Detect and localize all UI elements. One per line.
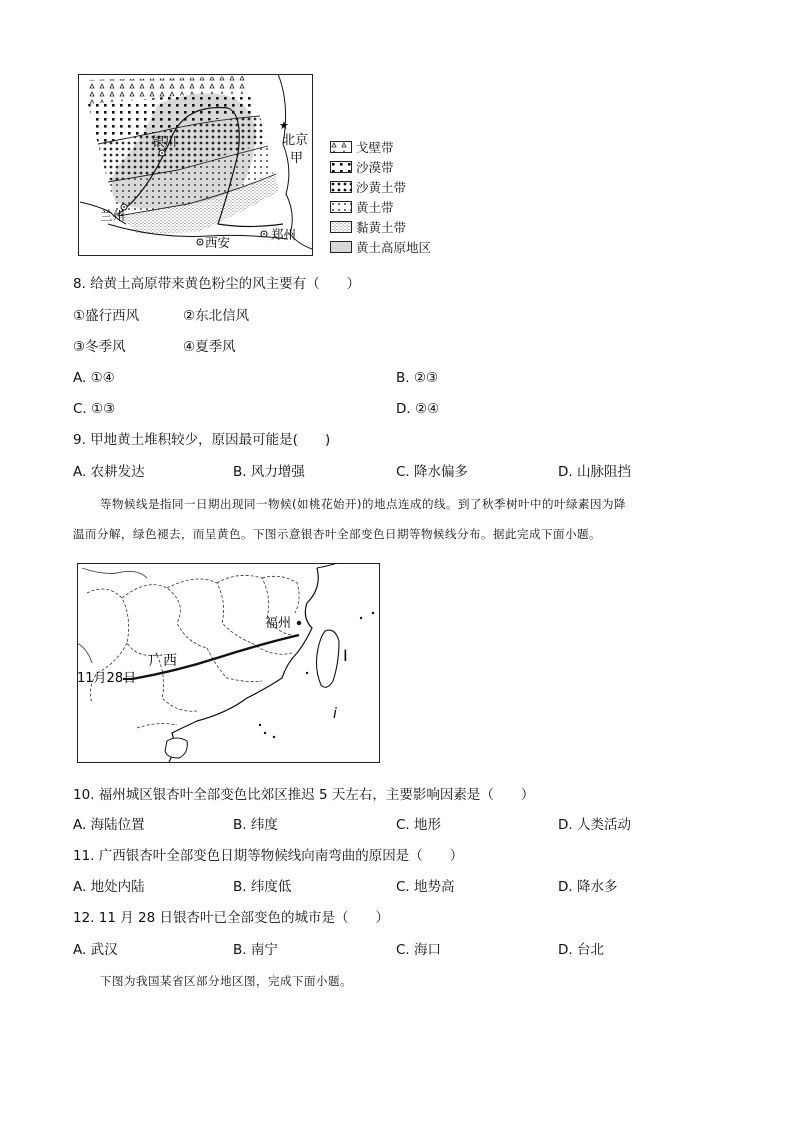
q8-stem: 8. 给黄土高原带来黄色粉尘的风主要有（ ）	[73, 276, 361, 292]
beijing-star-icon: ★	[279, 119, 289, 132]
q10-option-a[interactable]: A. 海陆位置	[73, 817, 145, 833]
q12-option-b[interactable]: B. 南宁	[233, 942, 278, 958]
q10-option-d[interactable]: D. 人类活动	[558, 817, 631, 833]
legend-label: 沙漠带	[356, 160, 394, 175]
passage-province-map-intro: 下图为我国某省区部分地区图，完成下面小题。	[100, 974, 352, 988]
legend-label: 黄土带	[356, 200, 394, 215]
legend-label: 沙黄土带	[356, 180, 407, 195]
plateau-swatch-icon	[330, 241, 352, 253]
q8-statement-1: ①盛行西风	[73, 308, 140, 324]
q8-option-a[interactable]: A. ①④	[73, 370, 115, 386]
q12-option-d[interactable]: D. 台北	[558, 942, 604, 958]
legend-item-clay-loess	[330, 219, 406, 235]
sandy-loess-swatch-icon	[330, 181, 352, 193]
q10-option-c[interactable]: C. 地形	[396, 817, 442, 833]
q8-option-b[interactable]: B. ②③	[396, 370, 439, 386]
q12-option-a[interactable]: A. 武汉	[73, 942, 118, 958]
q12-option-c[interactable]: C. 海口	[396, 942, 442, 958]
ginkgo-isoline-map	[77, 563, 380, 763]
label-beijing: 北京	[282, 133, 309, 148]
label-fuzhou: 福州	[265, 616, 292, 631]
q9-option-d[interactable]: D. 山脉阻挡	[558, 464, 631, 480]
legend-item-loess	[330, 199, 394, 215]
legend-item-sandy-loess	[330, 179, 406, 195]
desert-swatch-icon	[330, 161, 352, 173]
q11-option-a[interactable]: A. 地处内陆	[73, 879, 145, 895]
label-xian: 西安	[205, 235, 231, 250]
q11-option-c[interactable]: C. 地势高	[396, 879, 455, 895]
legend-label: 戈壁带	[356, 140, 394, 155]
label-jia: 甲	[290, 151, 304, 166]
label-isoline-date: 11月28日	[77, 671, 137, 686]
q8-statement-3: ③冬季风	[73, 339, 126, 355]
q11-option-b[interactable]: B. 纬度低	[233, 879, 292, 895]
legend-item-desert	[330, 159, 394, 175]
label-lanzhou: 兰州	[100, 208, 126, 223]
q9-option-a[interactable]: A. 农耕发达	[73, 464, 145, 480]
loess-swatch-icon	[330, 201, 352, 213]
legend-item-gobi	[330, 139, 394, 155]
label-guangxi: 广西	[149, 653, 177, 669]
passage-phenology-line1: 等物候线是指同一日期出现同一物候(如桃花始开)的地点连成的线。到了秋季树叶中的叶绿素因为降	[100, 497, 626, 511]
q12-stem: 12. 11 月 28 日银杏叶已全部变色的城市是（ ）	[73, 910, 389, 926]
q8-option-d[interactable]: D. ②④	[396, 401, 440, 417]
q8-statement-4: ④夏季风	[183, 339, 236, 355]
legend-label: 黏黄土带	[356, 220, 407, 235]
gobi-swatch-icon	[330, 141, 352, 153]
label-yinchuan: 银川	[152, 134, 178, 149]
clay-loess-swatch-icon	[330, 221, 352, 233]
q9-option-c[interactable]: C. 降水偏多	[396, 464, 469, 480]
q9-stem: 9. 甲地黄土堆积较少，原因最可能是( )	[73, 432, 331, 448]
passage-phenology-line2: 温而分解，绿色褪去，而呈黄色。下图示意银杏叶全部变色日期等物候线分布。据此完成下面小题。	[73, 527, 601, 541]
loess-plateau-map	[78, 74, 313, 256]
q11-option-d[interactable]: D. 降水多	[558, 879, 618, 895]
q11-stem: 11. 广西银杏叶全部变色日期等物候线向南弯曲的原因是（ ）	[73, 848, 464, 864]
q8-option-c[interactable]: C. ①③	[73, 401, 116, 417]
legend-label: 黄土高原地区	[356, 240, 432, 255]
legend-item-plateau	[330, 239, 431, 255]
q10-stem: 10. 福州城区银杏叶全部变色比郊区推迟 5 天左右，主要影响因素是（ ）	[73, 787, 535, 803]
q10-option-b[interactable]: B. 纬度	[233, 817, 278, 833]
hainan-island	[165, 738, 187, 758]
q9-option-b[interactable]: B. 风力增强	[233, 464, 305, 480]
svg-text:i: i	[333, 706, 337, 722]
svg-text:I: I	[343, 646, 348, 665]
q8-statement-2: ②东北信风	[183, 308, 250, 324]
label-zhengzhou: 郑州	[271, 227, 297, 242]
